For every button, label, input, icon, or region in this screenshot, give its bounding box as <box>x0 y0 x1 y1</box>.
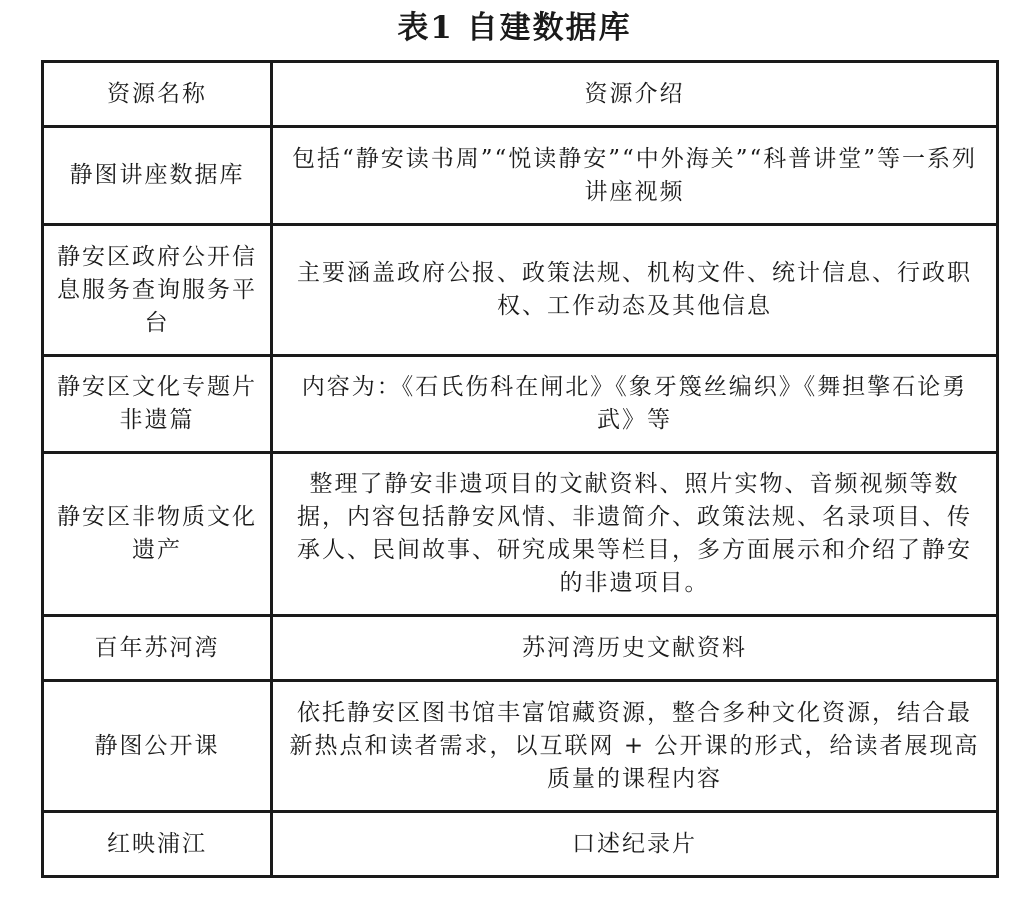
resource-description: 口述纪录片 <box>272 812 998 877</box>
header-resource-description: 资源介绍 <box>272 62 998 127</box>
table-header-row <box>43 62 998 127</box>
table-title: 表1 自建数据库 <box>397 10 632 46</box>
table-row <box>43 681 998 812</box>
resource-name: 静图公开课 <box>43 681 272 812</box>
resource-name: 静安区文化专题片非遗篇 <box>43 356 272 453</box>
resource-name: 静安区非物质文化遗产 <box>43 453 272 616</box>
table-row <box>43 356 998 453</box>
resource-description: 苏河湾历史文献资料 <box>272 616 998 681</box>
resource-description: 内容为：《石氏伤科在闸北》《象牙篾丝编织》《舞担擎石论勇武》等 <box>272 356 998 453</box>
table-row <box>43 453 998 616</box>
resource-description: 主要涵盖政府公报、政策法规、机构文件、统计信息、行政职权、工作动态及其他信息 <box>272 225 998 356</box>
resource-description: 依托静安区图书馆丰富馆藏资源，整合多种文化资源，结合最新热点和读者需求，以互联网 + 公开课的形式，给读者展现高质量的课程内容 <box>272 681 998 812</box>
resource-name: 红映浦江 <box>43 812 272 877</box>
table-row <box>43 812 998 877</box>
table-row <box>43 616 998 681</box>
resource-name: 静安区政府公开信息服务查询服务平台 <box>43 225 272 356</box>
resource-name: 静图讲座数据库 <box>43 127 272 225</box>
resource-description: 整理了静安非遗项目的文献资料、照片实物、音频视频等数据，内容包括静安风情、非遗简介、政策法规、名录项目、传承人、民间故事、研究成果等栏目，多方面展示和介绍了静安的非遗项目。 <box>272 453 998 616</box>
resource-description: 包括“静安读书周”“悦读静安”“中外海关”“科普讲堂”等一系列讲座视频 <box>272 127 998 225</box>
table-row <box>43 127 998 225</box>
header-resource-name: 资源名称 <box>43 62 272 127</box>
resource-name: 百年苏河湾 <box>43 616 272 681</box>
database-table <box>41 60 999 878</box>
table-row <box>43 225 998 356</box>
